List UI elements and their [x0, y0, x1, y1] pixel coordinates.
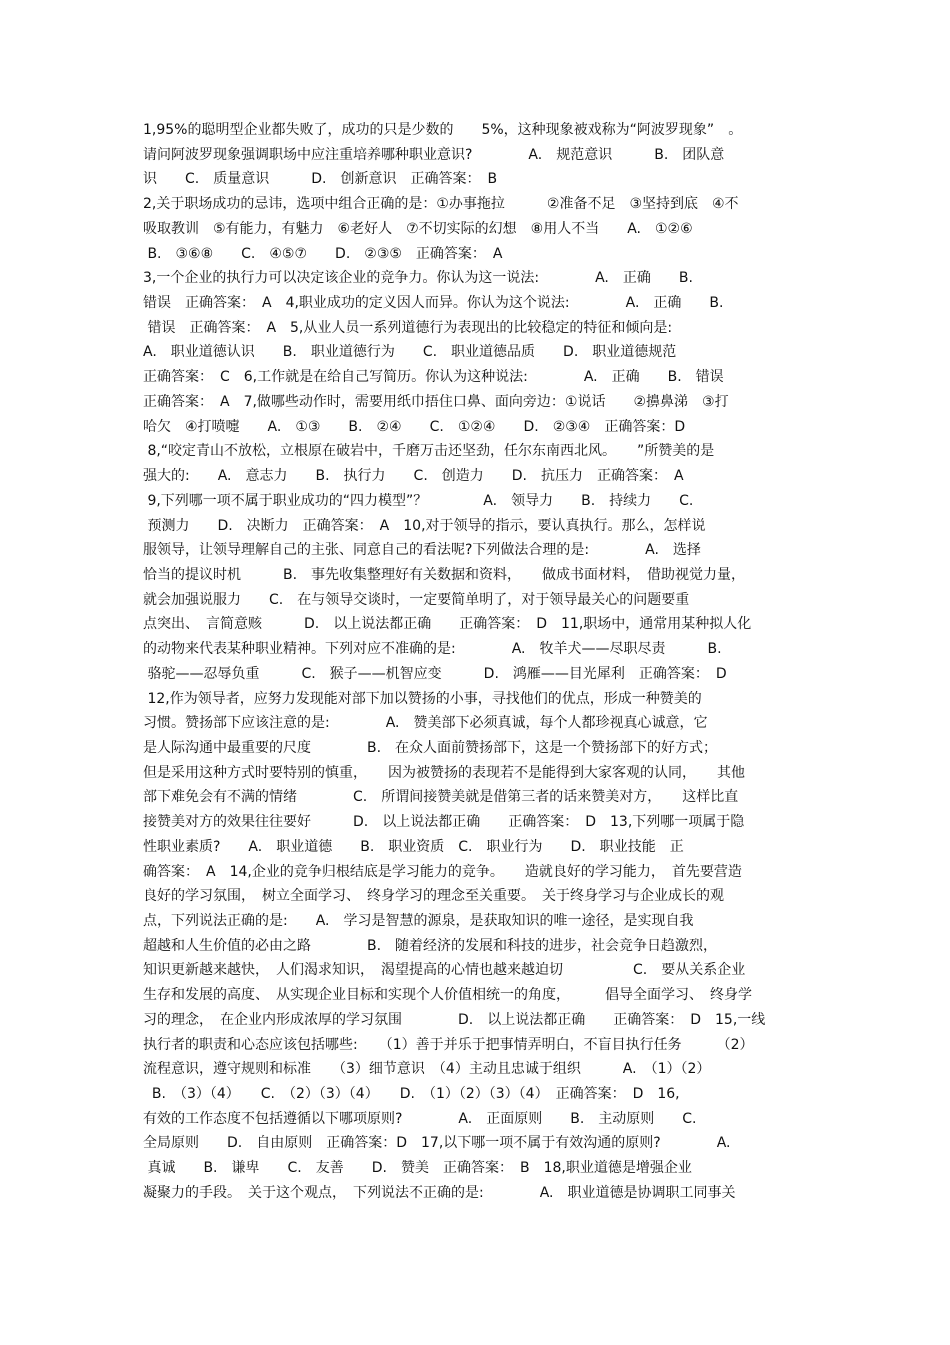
- text-line: 但是采用这种方式时要特别的慎重， 因为被赞扬的表现若不是能得到大家客观的认同， 其他: [143, 764, 745, 781]
- text-line: 确答案： A 14,企业的竞争归根结底是学习能力的竞争。 造就良好的学习能力， 首先要营造: [143, 863, 742, 880]
- text-line: 是人际沟通中最重要的尺度 B. 在众人面前赞扬部下，这是一个赞扬部下的好方式；: [143, 739, 718, 756]
- text-line: 9,下列哪一项不属于职业成功的“四力模型”？ A. 领导力 B. 持续力 C.: [143, 492, 694, 509]
- text-line: B. （3）（4） C. （2）（3）（4） D. （1）（2）（3）（4） 正确答案： D 16,: [143, 1086, 680, 1103]
- text-line: 恰当的提议时机 B. 事先收集整理好有关数据和资料， 做成书面材料， 借助视觉力量，: [143, 566, 746, 583]
- text-line: 错误 正确答案： A 4,职业成功的定义因人而异。你认为这个说法: A. 正确 B.: [143, 295, 724, 312]
- text-line: 知识更新越来越快， 人们渴求知识， 渴望提高的心情也越来越迫切 C. 要从关系企业: [143, 962, 746, 979]
- text-line: 哈欠 ④打喷嚏 A. ①③ B. ②④ C. ①②④ D. ②③④ 正确答案：D: [143, 418, 686, 435]
- text-line: 习惯。赞扬部下应该注意的是: A. 赞美部下必须真诚，每个人都珍视真心诚意，它: [143, 715, 708, 732]
- text-line: 凝聚力的手段。 关于这个观点， 下列说法不正确的是: A. 职业道德是协调职工同事关: [143, 1184, 736, 1201]
- text-line: 骆驼——忍辱负重 C. 猴子——机智应变 D. 鸿雁——目光犀利 正确答案： D: [143, 665, 727, 682]
- text-line: 吸取教训 ⑤有能力，有魅力 ⑥老好人 ⑦不切实际的幻想 ⑧用人不当 A. ①②⑥: [143, 220, 693, 237]
- text-line: 3,一个企业的执行力可以决定该企业的竞争力。你认为这一说法: A. 正确 B.: [143, 270, 693, 287]
- text-line: 正确答案： C 6,工作就是在给自己写简历。你认为这种说法: A. 正确 B. 错误: [143, 369, 724, 386]
- text-line: 接赞美对方的效果往往要好 D. 以上说法都正确 正确答案： D 13,下列哪一项属于隐: [143, 814, 745, 831]
- text-line: 预测力 D. 决断力 正确答案： A 10,对于领导的指示，要认真执行。那么，怎样说: [143, 517, 706, 534]
- text-line: 良好的学习氛围， 树立全面学习、 终身学习的理念至关重要。 关于终身学习与企业成长的观: [143, 888, 724, 905]
- text-line: A. 职业道德认识 B. 职业道德行为 C. 职业道德品质 D. 职业道德规范: [143, 344, 677, 361]
- text-line: 点突出、 言简意赅 D. 以上说法都正确 正确答案： D 11,职场中，通常用某种拟人化: [143, 616, 752, 633]
- text-line: 就会加强说服力 C. 在与领导交谈时，一定要简单明了，对于领导最关心的问题要重: [143, 591, 690, 608]
- text-line: 习的理念， 在企业内形成浓厚的学习氛围 D. 以上说法都正确 正确答案： D 15,一线: [143, 1011, 766, 1028]
- text-line: 超越和人生价值的必由之路 B. 随着经济的发展和科技的进步，社会竞争日趋激烈，: [143, 937, 718, 954]
- text-line: 识 C. 质量意识 D. 创新意识 正确答案： B: [143, 171, 498, 188]
- text-line: 8,“咬定青山不放松，立根原在破岩中，千磨万击还坚劲，任尔东南西北风。 ”所赞美的是: [143, 443, 715, 460]
- text-line: 强大的: A. 意志力 B. 执行力 C. 创造力 D. 抗压力 正确答案： A: [143, 468, 684, 485]
- text-line: 1,95%的聪明型企业都失败了，成功的只是少数的 5%，这种现象被戏称为“阿波罗现象” 。: [143, 122, 743, 138]
- text-line: 部下难免会有不满的情绪 C. 所谓间接赞美就是借第三者的话来赞美对方， 这样比直: [143, 789, 739, 806]
- text-line: 点，下列说法正确的是: A. 学习是智慧的源泉，是获取知识的唯一途径，是实现自我: [143, 913, 694, 929]
- text-line: 有效的工作态度不包括遵循以下哪项原则? A. 正面原则 B. 主动原则 C.: [143, 1110, 697, 1127]
- document-body: [143, 118, 813, 1206]
- text-line: 流程意识，遵守规则和标准 （3）细节意识 （4）主动且忠诚于组织 A. （1）（2）: [143, 1061, 711, 1078]
- text-line: 2,关于职场成功的忌讳，选项中组合正确的是：①办事拖拉 ②准备不足 ③坚持到底 ④不: [143, 196, 739, 213]
- text-line: 正确答案： A 7,做哪些动作时，需要用纸巾捂住口鼻、面向旁边：①说话 ②擤鼻涕 ③打: [143, 393, 729, 410]
- text-line: 性职业素质? A. 职业道德 B. 职业资质 C. 职业行为 D. 职业技能 正: [143, 838, 684, 855]
- text-line: 的动物来代表某种职业精神。下列对应不准确的是: A. 牧羊犬——尽职尽责 B.: [143, 641, 722, 658]
- text-line: B. ③⑥⑧ C. ④⑤⑦ D. ②③⑤ 正确答案： A: [143, 245, 503, 262]
- text-line: 真诚 B. 谦卑 C. 友善 D. 赞美 正确答案： B 18,职业道德是增强企业: [143, 1160, 692, 1177]
- text-line: 全局原则 D. 自由原则 正确答案：D 17,以下哪一项不属于有效沟通的原则? A.: [143, 1135, 731, 1152]
- text-line: 生存和发展的高度、 从实现企业目标和实现个人价值相统一的角度， 倡导全面学习、 终身学: [143, 987, 752, 1004]
- text-line: 错误 正确答案： A 5,从业人员一系列道德行为表现出的比较稳定的特征和倾向是:: [143, 319, 673, 336]
- text-line: 12,作为领导者，应努力发现能对部下加以赞扬的小事，寻找他们的优点，形成一种赞美的: [143, 690, 702, 707]
- text-line: 服领导，让领导理解自己的主张、同意自己的看法呢?下列做法合理的是: A. 选择: [143, 542, 701, 559]
- text-line: 请问阿波罗现象强调职场中应注重培养哪种职业意识? A. 规范意识 B. 团队意: [143, 146, 725, 163]
- text-line: 执行者的职责和心态应该包括哪些: （1）善于并乐于把事情弄明白，不盲目执行任务 （2）: [143, 1036, 754, 1053]
